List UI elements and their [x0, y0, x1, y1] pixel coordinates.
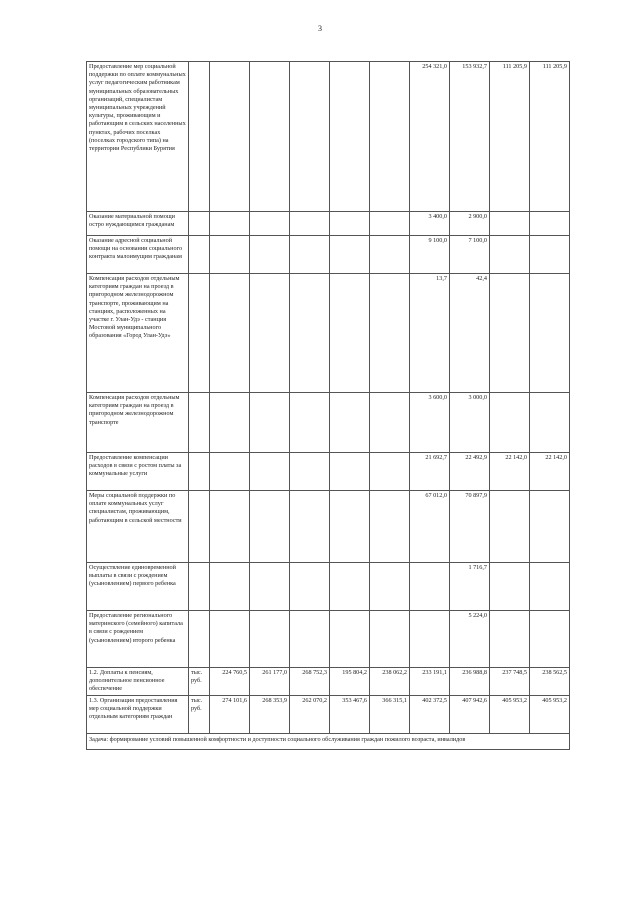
row-label: 1.3. Организация предоставления мер социальной поддержки отдельным категориям граждан [87, 695, 189, 733]
value-cell [370, 212, 410, 236]
row-unit [189, 212, 210, 236]
value-cell: 42,4 [450, 274, 490, 393]
row-unit [189, 393, 210, 453]
value-cell [290, 491, 330, 563]
task-text: Задача: формирование условий повышенной комфортности и доступности социального обслуживания граждан пожилого возраста, инвалидов [87, 733, 570, 749]
value-cell: 195 804,2 [330, 668, 370, 696]
value-cell [210, 62, 250, 212]
value-cell [290, 453, 330, 491]
value-cell [290, 393, 330, 453]
value-cell [210, 212, 250, 236]
value-cell [250, 62, 290, 212]
row-unit [189, 62, 210, 212]
table-row [87, 274, 570, 393]
value-cell [330, 236, 370, 274]
value-cell [210, 611, 250, 668]
value-cell: 70 897,9 [450, 491, 490, 563]
value-cell: 22 492,9 [450, 453, 490, 491]
value-cell [370, 62, 410, 212]
value-cell [490, 212, 530, 236]
row-label: 1.2. Доплаты к пенсиям, дополнительное пенсионное обеспечение [87, 668, 189, 696]
table-row [87, 695, 570, 733]
value-cell: 366 315,1 [370, 695, 410, 733]
value-cell [290, 274, 330, 393]
value-cell [370, 563, 410, 611]
value-cell: 238 062,2 [370, 668, 410, 696]
value-cell: 402 372,5 [410, 695, 450, 733]
value-cell: 238 562,5 [530, 668, 570, 696]
table-row [87, 393, 570, 453]
value-cell: 153 932,7 [450, 62, 490, 212]
value-cell [330, 212, 370, 236]
value-cell [530, 611, 570, 668]
value-cell: 7 100,0 [450, 236, 490, 274]
value-cell: 268 353,9 [250, 695, 290, 733]
value-cell [290, 563, 330, 611]
row-unit [189, 611, 210, 668]
table-row [87, 236, 570, 274]
value-cell [210, 453, 250, 491]
task-row [87, 733, 570, 749]
value-cell [490, 236, 530, 274]
row-label: Меры социальной поддержки по оплате коммунальных услуг специалистам, проживающим, работающим в сельской местности [87, 491, 189, 563]
value-cell [530, 563, 570, 611]
value-cell [250, 274, 290, 393]
table-row [87, 668, 570, 696]
value-cell [330, 453, 370, 491]
value-cell: 262 070,2 [290, 695, 330, 733]
value-cell [490, 274, 530, 393]
value-cell [290, 212, 330, 236]
value-cell [250, 212, 290, 236]
value-cell [250, 611, 290, 668]
table-row [87, 611, 570, 668]
value-cell [250, 491, 290, 563]
value-cell [250, 236, 290, 274]
row-label: Осуществление единовременной выплаты в связи с рождением (усыновлением) первого ребенка [87, 563, 189, 611]
row-label: Предоставление компенсации расходов в связи с ростом платы за коммунальные услуги [87, 453, 189, 491]
row-unit [189, 491, 210, 563]
value-cell [410, 611, 450, 668]
value-cell: 274 101,6 [210, 695, 250, 733]
value-cell [290, 236, 330, 274]
value-cell [530, 491, 570, 563]
value-cell: 9 100,0 [410, 236, 450, 274]
value-cell [530, 236, 570, 274]
value-cell [330, 491, 370, 563]
value-cell [330, 563, 370, 611]
page-number: 3 [318, 24, 322, 33]
value-cell [210, 563, 250, 611]
row-label: Оказание материальной помощи остро нуждающимся гражданам [87, 212, 189, 236]
value-cell: 407 942,6 [450, 695, 490, 733]
row-label: Компенсация расходов отдельным категориям граждан на проезд в пригородном железнодорожном транспорте [87, 393, 189, 453]
value-cell [250, 453, 290, 491]
value-cell [210, 491, 250, 563]
value-cell: 111 205,9 [490, 62, 530, 212]
value-cell [490, 491, 530, 563]
value-cell [210, 274, 250, 393]
table-row [87, 491, 570, 563]
row-unit [189, 453, 210, 491]
value-cell: 111 205,9 [530, 62, 570, 212]
value-cell: 22 142,0 [530, 453, 570, 491]
row-unit: тыс. руб. [189, 695, 210, 733]
data-table [86, 61, 570, 750]
value-cell [210, 236, 250, 274]
table-row [87, 62, 570, 212]
value-cell: 13,7 [410, 274, 450, 393]
value-cell [330, 274, 370, 393]
value-cell: 353 467,6 [330, 695, 370, 733]
value-cell: 5 224,0 [450, 611, 490, 668]
value-cell [490, 563, 530, 611]
value-cell [330, 62, 370, 212]
value-cell [290, 62, 330, 212]
value-cell [530, 393, 570, 453]
row-unit [189, 274, 210, 393]
row-unit: тыс. руб. [189, 668, 210, 696]
table-row [87, 563, 570, 611]
value-cell: 3 400,0 [410, 212, 450, 236]
value-cell: 22 142,0 [490, 453, 530, 491]
table-row [87, 212, 570, 236]
value-cell: 2 900,0 [450, 212, 490, 236]
value-cell: 405 953,2 [530, 695, 570, 733]
value-cell: 268 752,3 [290, 668, 330, 696]
value-cell [370, 393, 410, 453]
value-cell [490, 393, 530, 453]
value-cell [370, 236, 410, 274]
row-unit [189, 563, 210, 611]
value-cell [250, 393, 290, 453]
value-cell: 3 600,0 [410, 393, 450, 453]
value-cell: 67 012,0 [410, 491, 450, 563]
value-cell [370, 611, 410, 668]
value-cell [330, 393, 370, 453]
value-cell [530, 212, 570, 236]
value-cell [370, 491, 410, 563]
value-cell: 254 321,0 [410, 62, 450, 212]
value-cell: 236 988,8 [450, 668, 490, 696]
value-cell: 3 000,0 [450, 393, 490, 453]
value-cell: 237 748,5 [490, 668, 530, 696]
value-cell [370, 274, 410, 393]
value-cell [210, 393, 250, 453]
value-cell: 21 692,7 [410, 453, 450, 491]
table-row [87, 453, 570, 491]
value-cell [370, 453, 410, 491]
row-label: Предоставление регионального материнского (семейного) капитала в связи с рождением (усыновлением) второго ребенка [87, 611, 189, 668]
row-unit [189, 236, 210, 274]
value-cell [530, 274, 570, 393]
value-cell: 1 716,7 [450, 563, 490, 611]
row-label: Оказание адресной социальной помощи на основании социального контракта малоимущим гражданам [87, 236, 189, 274]
value-cell: 224 760,5 [210, 668, 250, 696]
value-cell: 261 177,0 [250, 668, 290, 696]
value-cell [330, 611, 370, 668]
value-cell [250, 563, 290, 611]
value-cell [290, 611, 330, 668]
row-label: Предоставление мер социальной поддержки по оплате коммунальных услуг педагогическим работникам муниципальных образовательных организаций, специалистам муниципальных учреждений культуры, проживающим и работающим в сельских населенных пунктах, рабочих поселках (поселках городского типа) на территории Республики Бурятия [87, 62, 189, 212]
value-cell [410, 563, 450, 611]
value-cell: 405 953,2 [490, 695, 530, 733]
row-label: Компенсация расходов отдельным категориям граждан на проезд в пригородном железнодорожном транспорте, проживающим на станциях, расположенных на участке г. Улан-Удэ - станция Мостовой муниципального образования «Город Улан-Удэ» [87, 274, 189, 393]
value-cell [490, 611, 530, 668]
value-cell: 233 191,1 [410, 668, 450, 696]
